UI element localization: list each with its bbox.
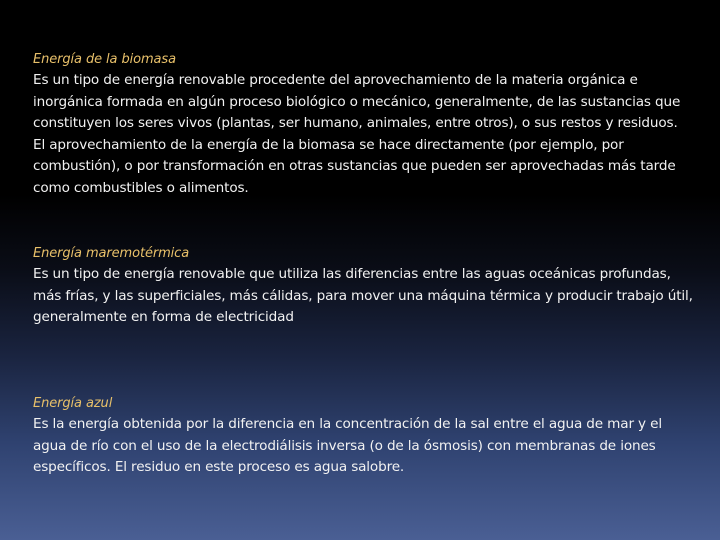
section-body: Es un tipo de energía renovable procedente del aprovechamiento de la materia orgánica e inorgánica formada en algún proceso biológico o mecánico, generalmente, de las sustancias que constituyen los seres vivos (plantas, ser humano, animales, entre otros), o sus restos y residuos. El aprovechamiento de la energía de la biomasa se hace directamente (por ejemplo, por combustión), o por transformación en otras sustancias que pueden ser aprovechadas más tarde como combustibles o alimentos. — [33, 72, 681, 196]
section-biomass-energy — [33, 49, 693, 199]
section-heading: Energía maremotérmica — [33, 246, 190, 261]
section-body: Es la energía obtenida por la diferencia en la concentración de la sal entre el agua de mar y el agua de río con el uso de la electrodiálisis inversa (o de la ósmosis) con membranas de iones específicos. El residuo en este proceso es agua salobre. — [33, 416, 662, 475]
section-ocean-thermal-energy — [33, 243, 693, 329]
section-body: Es un tipo de energía renovable que utiliza las diferencias entre las aguas oceánicas profundas, más frías, y las superficiales, más cálidas, para mover una máquina térmica y producir trabajo útil, generalmente en forma de electricidad — [33, 266, 693, 325]
section-heading: Energía de la biomasa — [33, 52, 176, 67]
section-heading: Energía azul — [33, 396, 113, 411]
section-blue-energy — [33, 393, 693, 479]
